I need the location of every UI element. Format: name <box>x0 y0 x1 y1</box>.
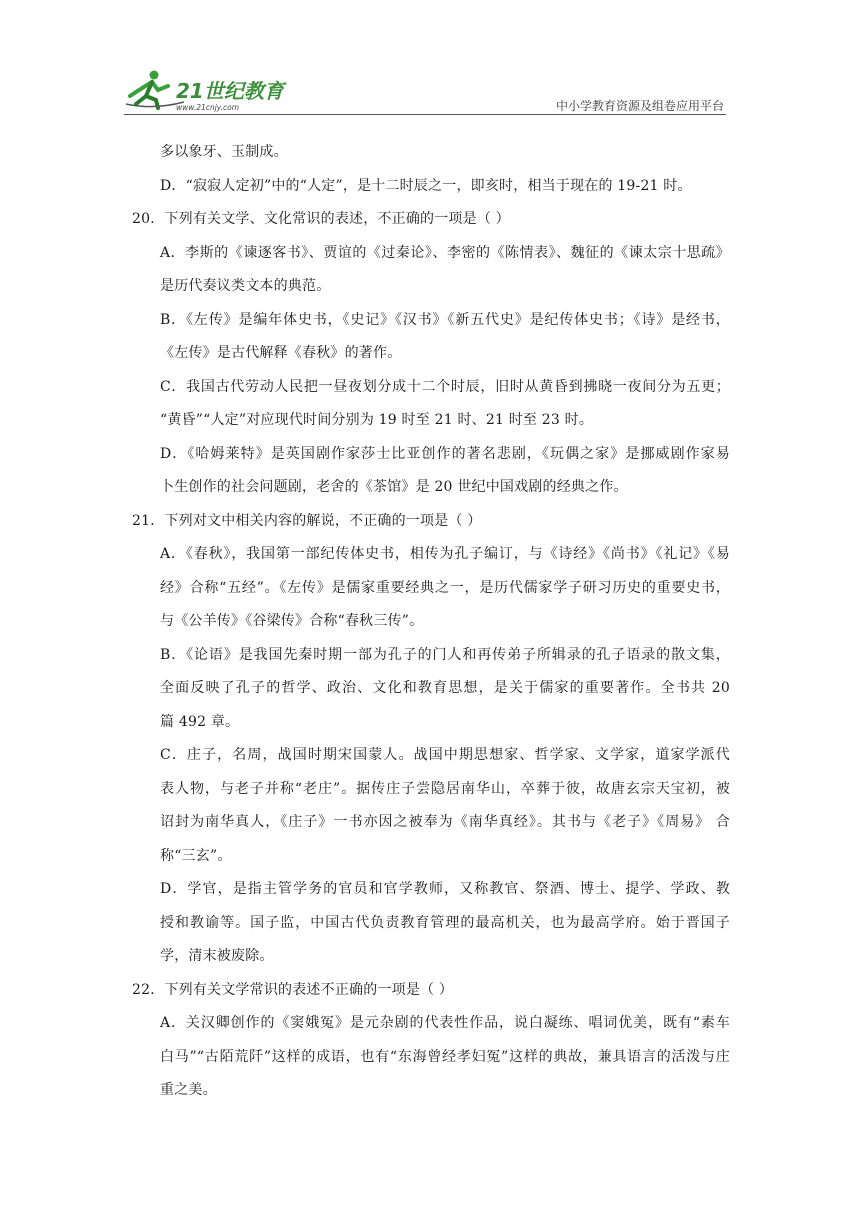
text-line: 20．下列有关文学、文化常识的表述，不正确的一项是（ ） <box>132 211 510 227</box>
text-line: C．我国古代劳动人民把一昼夜划分成十二个时辰，旧时从黄昏到拂晓一夜间分为五更； <box>160 378 730 395</box>
text-line: 授和教谕等。国子监，中国古代负责教育管理的最高机关，也为最高学府。始于晋国子 <box>160 914 730 931</box>
text-line: 与《公羊传》《谷梁传》合称“春秋三传”。 <box>160 613 424 629</box>
text-line: A．李斯的《谏逐客书》、贾谊的《过秦论》、李密的《陈情表》、魏征的《谏太宗十思疏》 <box>160 244 730 261</box>
text-line: A．《春秋》，我国第一部纪传体史书，相传为孔子编订，与《诗经》《尚书》《礼记》《易 <box>160 546 730 562</box>
text-line: 诏封为南华真人，《庄子》一书亦因之被奉为《南华真经》。其书与《老子》《周易》 合 <box>160 814 730 830</box>
text-line: 称“三玄”。 <box>160 847 232 864</box>
text-line: 全面反映了孔子的哲学、政治、文化和教育思想，是关于儒家的重要著作。全书共 20 <box>160 680 730 696</box>
text-line: 白马”“古陌荒阡”这样的成语，也有“东海曾经孝妇冤”这样的典故，兼具语言的活泼与庄 <box>160 1048 730 1065</box>
text-line: 重之美。 <box>160 1082 217 1098</box>
text-line: D．《哈姆莱特》是英国剧作家莎士比亚创作的著名悲剧，《玩偶之家》是挪威剧作家易 <box>160 445 730 462</box>
text-line: 学，清末被废除。 <box>160 948 274 964</box>
text-line: 22．下列有关文学常识的表述不正确的一项是（ ） <box>132 981 454 998</box>
logo-url: www.21cnjy.com <box>176 103 240 112</box>
page-header <box>124 66 726 116</box>
platform-name: 中小学教育资源及组卷应用平台 <box>555 99 724 113</box>
text-line: 21．下列对文中相关内容的解说，不正确的一项是（ ） <box>132 512 482 529</box>
text-line: 是历代奏议类文本的典范。 <box>160 278 331 294</box>
text-line: D．学官，是指主管学务的官员和官学教师，又称教官、祭酒、博士、提学、学政、教 <box>160 881 730 897</box>
text-line: 卜生创作的社会问题剧，老舍的《茶馆》是 20 世纪中国戏剧的经典之作。 <box>160 479 628 495</box>
header-divider <box>124 114 726 115</box>
text-line: B．《左传》是编年体史书，《史记》《汉书》《新五代史》是纪传体史书；《诗》是经书， <box>160 311 730 328</box>
text-line: C．庄子，名周，战国时期宋国蒙人。战国中期思想家、哲学家、文学家，道家学派代 <box>160 747 730 763</box>
text-line: 表人物，与老子并称“老庄”。据传庄子尝隐居南华山，卒葬于彼，故唐玄宗天宝初，被 <box>160 780 730 797</box>
text-line: 篇 492 章。 <box>160 713 240 730</box>
text-line: “黄昏”“人定”对应现代时间分别为 19 时至 21 时、21 时至 23 时。 <box>160 412 594 428</box>
text-line: 经》合称“五经”。《左传》是儒家重要经典之一，是历代儒家学子研习历史的重要史书， <box>160 579 730 596</box>
logo-text: 21世纪教育 <box>176 79 284 103</box>
text-line: D．“寂寂人定初”中的“人定”，是十二时辰之一，即亥时，相当于现在的 19-21 时。 <box>160 177 692 194</box>
text-line: B．《论语》是我国先秦时期一部为孔子的门人和再传弟子所辑录的孔子语录的散文集， <box>160 646 730 663</box>
text-line: 多以象牙、玉制成。 <box>160 144 288 160</box>
text-line: A．关汉卿创作的《窦娥冤》是元杂剧的代表性作品，说白凝练、唱词优美，既有“素车 <box>160 1015 730 1031</box>
document-body <box>132 136 730 1108</box>
text-line: 《左传》是古代解释《春秋》的著作。 <box>160 345 402 361</box>
site-logo <box>124 66 294 114</box>
